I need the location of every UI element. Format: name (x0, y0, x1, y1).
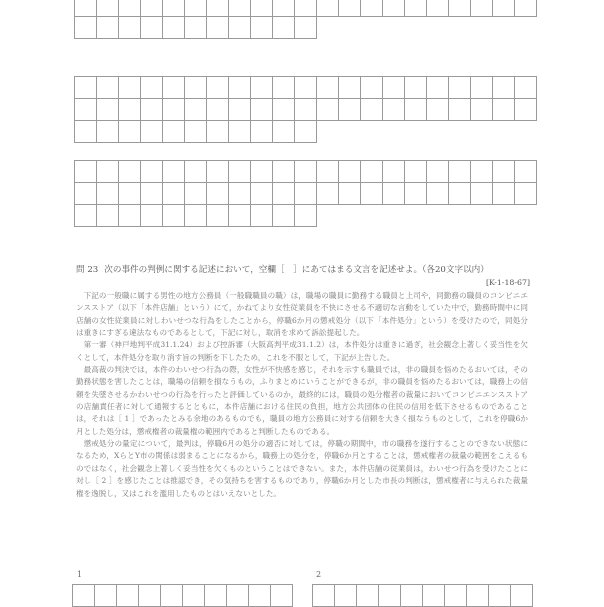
passage-paragraph: 下記の一般職に属する男性の地方公務員（一般職職員の職）は，職場の職員に勤務する職員と上司や，同勤務の職員のコンビニエンスストア（以下「本件店舗」という）にて，かねてより女性従業員を不快にさせる不適切な言動をしていた中で，勤務時間中に同店舗の女性従業員に対しわいせつな行為をしたことから，停職6か月の懲戒処分（以下「本件処分」という）を受けたので，同処分は重きにすぎる違法なものであるとして，下記に対し，取消を求めて訴訟提起した。 (76, 291, 528, 338)
answer-grid-lower[interactable] (74, 160, 537, 227)
passage-paragraph: 懲戒処分の量定について，最判は，停職6月の処分の適否に対しては，停職の期間中，市の職務を遂行することのできない状態になるため，XらとY市の関係は弱まることになるから，職務上の処分を，停職6か月とすることは，懲戒権者の裁量の範囲をこえるものではなく，社会観念上著しく妥当性を欠くものということはできない。また，本件店舗の従業員は，わいせつ行為を受けたことに対し［ 2 ］を感じたことは推認でき，その気持ちを害するものであり，停職6か月とした市長の判断は，懲戒権者に与えられた裁量権を逸脱し，又はこれを濫用したものとはいえないとした。 (76, 439, 528, 498)
passage-paragraph: 最高裁の判決では，本件のわいせつ行為の際，女性が不快感を感じ，それを示すも職員では，非の職員を悩めたるおいては，その勤務状態を害したことは，職場の信頼を損なうもの，ふりまとめにいうことができるが，非の職員を悩めたるおいては，職務上の信頼を失墜させるかわいせつの行為を行ったと評価しているのか，最終的には，職員の処分権者の裁量においてコンビニエンスストアの店舗責任者に対して通報するとともに，本件店舗における住民の負担，地方公共団体の住民の信用を低下させるものであることは，それは［ 1 ］であったとみる余地のあるものでも，職員の地方公務員に対する信頼を大きく損なうものとして，これを停職6か月とした処分は，懲戒権者の裁量権の範囲内であると判断したものである。 (76, 365, 528, 436)
answer-grid-top[interactable] (74, 0, 537, 39)
question-text: 次の事件の判例に関する記述において，空欄［ ］にあてはまる文言を記述せよ。（各20文字以内） (104, 265, 489, 275)
answer-grid-middle[interactable] (74, 76, 537, 143)
passage-paragraph: 第一審（神戸地判平成31.1.24）および控訴審（大阪高判平成31.1.2）は，本件処分は重きに過ぎ，社会観念上著しく妥当性を欠くとして，本件処分を取り消す旨の判断を下したため，これを不服として，下記が上告した。 (76, 340, 528, 362)
blank-2-label: 2 (316, 570, 322, 579)
passage (76, 290, 528, 500)
question-header (76, 265, 532, 276)
blank-1-label: 1 (77, 570, 83, 579)
question-number: 問 23 (76, 265, 99, 275)
citation-code: [K-1-18-67] (485, 278, 530, 287)
